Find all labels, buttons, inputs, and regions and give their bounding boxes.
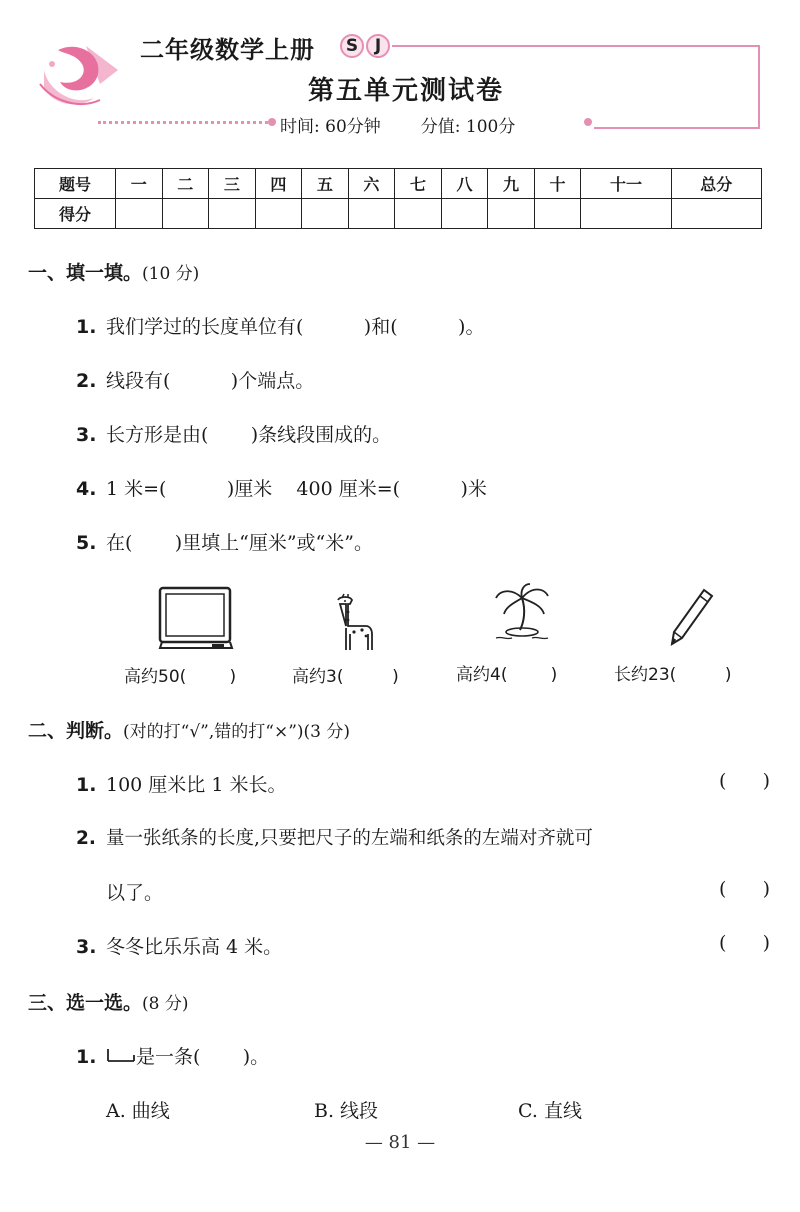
score-entry-cell[interactable]	[581, 199, 671, 229]
header-frame-bottom	[594, 127, 760, 129]
line-segment-icon	[106, 1045, 136, 1065]
table-cell: 九	[488, 169, 535, 199]
answer-box[interactable]: ( )	[718, 932, 770, 954]
section-1-heading: 一、填一填。(10 分)	[28, 262, 200, 284]
dot-marker	[584, 118, 592, 126]
score-entry-cell[interactable]	[441, 199, 488, 229]
question-2-2: 2. 量一张纸条的长度,只要把尺子的左端和纸条的左端对齐就可	[76, 828, 593, 849]
dot-marker	[268, 118, 276, 126]
palm-tree-icon	[492, 582, 552, 640]
answer-box[interactable]: ( )	[718, 878, 770, 900]
question-2-3: 3. 冬冬比乐乐高 4 米。	[76, 936, 283, 958]
question-2-1: 1. 100 厘米比 1 米长。	[76, 774, 287, 796]
table-cell: 四	[255, 169, 302, 199]
picture-caption-palm-tree: 高约4( )	[456, 665, 558, 685]
answer-box[interactable]: ( )	[718, 770, 770, 792]
giraffe-icon	[332, 592, 378, 652]
score-entry-cell[interactable]	[671, 199, 761, 229]
score-entry-cell[interactable]	[488, 199, 535, 229]
option-a[interactable]: A. 曲线	[106, 1100, 170, 1122]
header-frame-top	[392, 45, 758, 47]
table-cell: 五	[302, 169, 349, 199]
picture-caption-pencil: 长约23( )	[614, 665, 732, 685]
score-table-score-row	[35, 199, 762, 229]
question-1-5: 5. 在( )里填上“厘米”或“米”。	[76, 532, 373, 554]
book-title: 二年级数学上册	[140, 36, 315, 64]
option-b[interactable]: B. 线段	[314, 1100, 379, 1122]
section-2-heading: 二、判断。(对的打“√”,错的打“×”)(3 分)	[28, 720, 351, 742]
option-c[interactable]: C. 直线	[518, 1100, 582, 1122]
question-2-2-continued: 以了。	[106, 882, 164, 904]
question-1-1: 1. 我们学过的长度单位有( )和( )。	[76, 316, 485, 338]
table-cell: 一	[116, 169, 163, 199]
tv-icon	[158, 586, 234, 652]
score-entry-cell[interactable]	[395, 199, 442, 229]
exam-meta	[280, 112, 515, 137]
table-cell: 二	[162, 169, 209, 199]
question-3-1: 1. 是一条( )。	[76, 1046, 270, 1068]
score-entry-cell[interactable]	[302, 199, 349, 229]
table-cell: 七	[395, 169, 442, 199]
table-cell: 八	[441, 169, 488, 199]
table-cell: 三	[209, 169, 256, 199]
table-cell: 十	[534, 169, 581, 199]
table-cell: 得分	[35, 199, 116, 229]
header-dotted-rule-left	[98, 121, 268, 124]
question-1-4: 4. 1 米=( )厘米 400 厘米=( )米	[76, 478, 487, 500]
time-label: 时间: 60分钟	[280, 117, 381, 137]
table-cell: 题号	[35, 169, 116, 199]
table-cell: 六	[348, 169, 395, 199]
table-cell: 总分	[671, 169, 761, 199]
score-label: 分值: 100分	[420, 117, 516, 137]
score-entry-cell[interactable]	[209, 199, 256, 229]
pencil-icon	[668, 588, 714, 646]
edition-badge: S J	[340, 34, 392, 58]
score-entry-cell[interactable]	[255, 199, 302, 229]
score-table	[34, 168, 762, 229]
unit-title: 第五单元测试卷	[307, 76, 504, 106]
score-entry-cell[interactable]	[116, 199, 163, 229]
score-entry-cell[interactable]	[348, 199, 395, 229]
score-entry-cell[interactable]	[534, 199, 581, 229]
section-3-heading: 三、选一选。(8 分)	[28, 992, 189, 1014]
score-entry-cell[interactable]	[162, 199, 209, 229]
score-table-header-row	[35, 169, 762, 199]
picture-caption-giraffe: 高约3( )	[292, 667, 399, 687]
question-1-3: 3. 长方形是由( )条线段围成的。	[76, 424, 392, 446]
page-number: — 81 —	[364, 1132, 436, 1153]
question-1-2: 2. 线段有( )个端点。	[76, 370, 315, 392]
picture-caption-tv: 高约50( )	[124, 667, 237, 687]
table-cell: 十一	[581, 169, 671, 199]
